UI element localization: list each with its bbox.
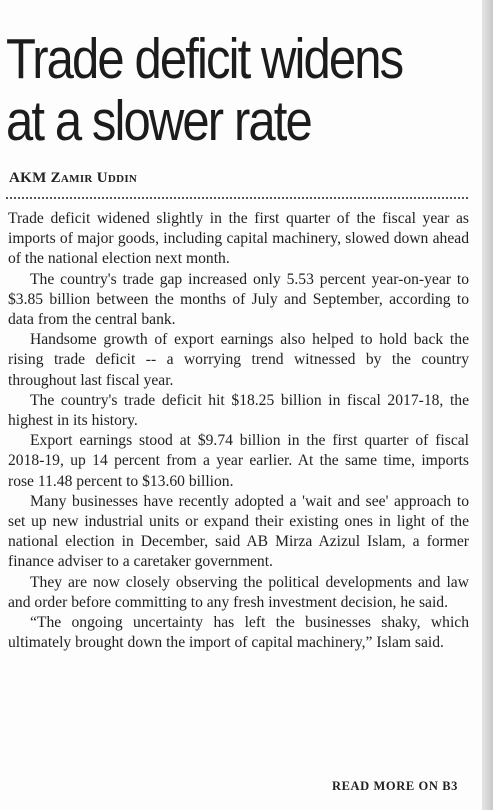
dotted-divider [6, 197, 468, 199]
paragraph: Handsome growth of export earnings also helped to hold back the rising trade deficit -- a worrying trend witnessed by the country throughout last fiscal year. [8, 331, 469, 389]
paragraph: Many businesses have recently adopted a 'wait and see' approach to set up new industrial units or expand their existing ones in light of the national election in December, said AB Mirza Azizul Islam, a former finance adviser to a caretaker government. [8, 492, 469, 571]
byline: AKM Zamir Uddin [9, 170, 138, 186]
paragraph: The country's trade deficit hit $18.25 billion in fiscal 2017-18, the highest in its history. [8, 391, 469, 430]
paragraph: Export earnings stood at $9.74 billion in the first quarter of fiscal 2018-19, up 14 percent from a year earlier. At the same time, imports rose 11.48 percent to $13.60 billion. [8, 432, 469, 490]
headline [6, 28, 415, 152]
headline-line-2: at a slower rate [6, 89, 311, 153]
page-edge-shadow [482, 0, 493, 810]
headline-line-1: Trade deficit widens [6, 27, 403, 91]
paragraph: They are now closely observing the political developments and law and order before committing to any fresh investment decision, he said. [8, 573, 469, 611]
paragraph: Trade deficit widened slightly in the first quarter of the fiscal year as imports of major goods, including capital machinery, slowed down ahead of the national election next month. [8, 210, 469, 268]
read-more-link[interactable]: READ MORE ON B3 [331, 779, 458, 793]
paragraph: The country's trade gap increased only 5.53 percent year-on-year to $3.85 billion between the months of July and September, according to data from the central bank. [8, 270, 469, 329]
paragraph: “The ongoing uncertainty has left the businesses shaky, which ultimately brought down the import of capital machinery,” Islam said. [8, 614, 469, 652]
article-body [8, 209, 469, 653]
